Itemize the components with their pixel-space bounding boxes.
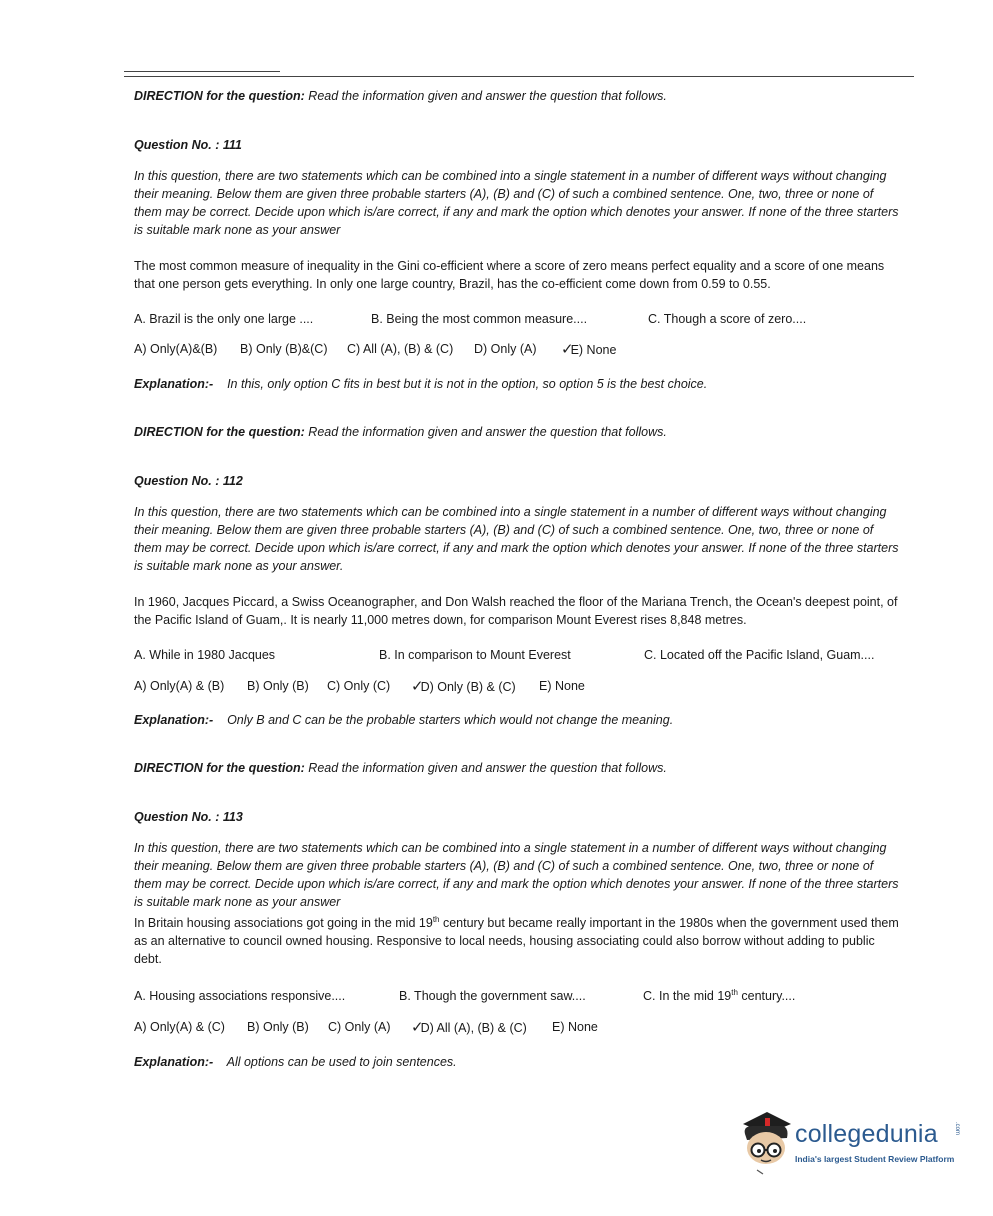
collegedunia-logo[interactable]	[735, 1108, 965, 1178]
question-instruction: In this question, there are two statements which can be combined into a single statement in a number of different ways without changing their meaning. Below them are given three probable starters (A), (B) and (C) of such a combined sentence. One, two, three or none of them may be correct. Decide upon which is/are correct, if any and mark the option which denotes your answer. If none of the three starters is suitable mark none as your answer.	[134, 505, 899, 573]
header-rule	[124, 76, 914, 77]
question-instruction: In this question, there are two statements which can be combined into a single statement in a number of different ways without changing their meaning. Below them are given three probable starters (A), (B) and (C) of such a combined sentence. One, two, three or none of them may be correct. Decide upon which is/are correct, if any and mark the option which denotes your answer. If none of the three starters is suitable mark none as your answer	[134, 169, 899, 237]
logo-suffix: .com	[954, 1122, 960, 1136]
answer-a: A) Only(A) & (B)	[134, 679, 225, 693]
answer-c: C) Only (A)	[328, 1020, 391, 1034]
question-number: Question No. : 113	[134, 810, 243, 824]
question-instruction: In this question, there are two statements which can be combined into a single statement in a number of different ways without changing their meaning. Below them are given three probable starters (A), (B) and (C) of such a combined sentence. One, two, three or none of them may be correct. Decide upon which is/are correct, if any and mark the option which denotes your answer. If none of the three starters is suitable mark none as your answer	[134, 841, 899, 909]
answer-d-correct: ✓D) All (A), (B) & (C)	[411, 1019, 527, 1036]
starter-a: A. While in 1980 Jacques	[134, 648, 276, 662]
direction-line: DIRECTION for the question: Read the information given and answer the question that follows.	[134, 425, 667, 439]
question-passage: In Britain housing associations got going in the mid 19th century but became really important in the 1980s when the government used them as an alternative to council owned housing. Responsive to local needs, housing associating could also borrow without adding to public debt.	[134, 914, 899, 966]
logo-wordmark: collegedunia	[795, 1120, 938, 1148]
starter-b: B. In comparison to Mount Everest	[379, 648, 571, 662]
answer-e: E) None	[539, 679, 585, 693]
answer-a: A) Only(A) & (C)	[134, 1020, 225, 1034]
starter-c: C. Located off the Pacific Island, Guam....	[644, 648, 875, 662]
answer-a: A) Only(A)&(B)	[134, 342, 218, 356]
question-passage: The most common measure of inequality in the Gini co-efficient where a score of zero means perfect equality and a score of one means that one person gets everything. In only one large country, Brazil, has the co-efficient come down from 0.59 to 0.55.	[134, 259, 885, 291]
answer-d-correct: ✓D) Only (B) & (C)	[411, 678, 516, 695]
question-number: Question No. : 111	[134, 138, 242, 152]
answer-b: B) Only (B)	[247, 679, 309, 693]
question-number: Question No. : 112	[134, 474, 243, 488]
answer-c: C) Only (C)	[327, 679, 391, 693]
checkmark-icon: ✓	[411, 1019, 424, 1036]
starter-b: B. Though the government saw....	[399, 989, 586, 1003]
logo-tagline: India's largest Student Review Platform	[795, 1154, 955, 1164]
answer-c: C) All (A), (B) & (C)	[347, 342, 454, 356]
checkmark-icon: ✓	[411, 678, 424, 695]
explanation: Explanation:- In this, only option C fits in best but it is not in the option, so option 5 is the best choice.	[134, 377, 708, 391]
answer-e-correct: ✓E) None	[561, 341, 617, 358]
header-rule-short	[124, 71, 280, 72]
starter-b: B. Being the most common measure....	[371, 312, 588, 326]
question-passage: In 1960, Jacques Piccard, a Swiss Oceanographer, and Don Walsh reached the floor of the Mariana Trench, the Ocean's deepest point, of the Pacific Island of Guam,. It is nearly 11,000 metres down, for comparison Mount Everest rises 8,848 metres.	[134, 595, 898, 627]
answer-e: E) None	[552, 1020, 598, 1034]
answer-b: B) Only (B)&(C)	[240, 342, 328, 356]
direction-line: DIRECTION for the question: Read the information given and answer the question that follows.	[134, 761, 667, 775]
explanation: Explanation:- Only B and C can be the probable starters which would not change the meaning.	[134, 713, 674, 727]
answer-b: B) Only (B)	[247, 1020, 309, 1034]
starter-c: C. In the mid 19th century....	[643, 987, 796, 1003]
explanation: Explanation:- All options can be used to join sentences.	[134, 1055, 457, 1069]
starter-a: A. Housing associations responsive....	[134, 989, 346, 1003]
starter-a: A. Brazil is the only one large ....	[134, 312, 314, 326]
mascot-icon	[735, 1108, 795, 1178]
checkmark-icon: ✓	[561, 341, 574, 358]
direction-line: DIRECTION for the question: Read the information given and answer the question that follows.	[134, 89, 667, 103]
starter-c: C. Though a score of zero....	[648, 312, 807, 326]
answer-d: D) Only (A)	[474, 342, 537, 356]
